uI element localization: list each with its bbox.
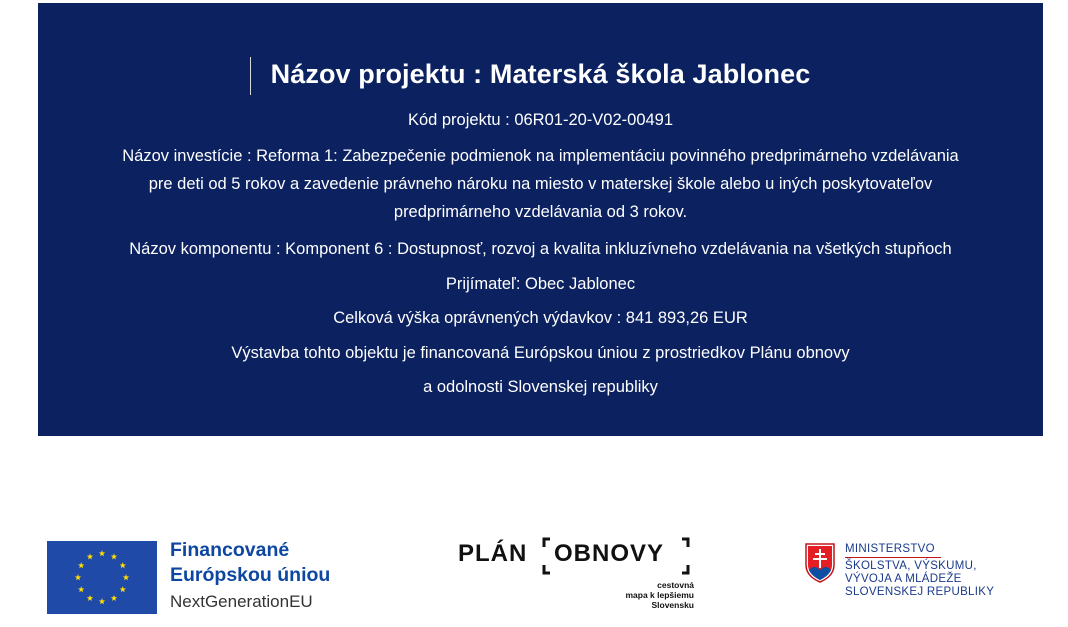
slovak-coat-of-arms-icon — [805, 543, 835, 583]
ministry-line-4: SLOVENSKEJ REPUBLIKY — [845, 586, 995, 598]
project-info-board — [38, 3, 1043, 436]
recipient: Prijímateľ: Obec Jablonec — [445, 275, 636, 293]
plan-obnovy-logo — [456, 536, 696, 614]
eu-line-3: NextGenerationEU — [170, 592, 313, 611]
eu-logo-text — [170, 538, 330, 614]
obnovy-word: OBNOVY — [554, 540, 665, 567]
tagline-1: cestovná — [657, 580, 694, 590]
eu-line-1: Financované — [170, 539, 290, 561]
project-title: Názov projektu : Materská škola Jablonec — [270, 59, 811, 89]
funding-statement-line-1: Výstavba tohto objektu je financovaná Európskou úniou z prostriedkov Plánu obnovy — [231, 344, 850, 362]
eu-flag-icon — [47, 541, 157, 614]
investment-name-line-3: predprimárneho vzdelávania od 3 rokov. — [393, 203, 688, 221]
eu-line-2: Európskou úniou — [170, 564, 331, 586]
plan-word: PLÁN — [458, 540, 528, 567]
total-eligible-costs: Celková výška oprávnených výdavkov : 841 893,26 EUR — [333, 309, 748, 327]
ministry-line-1: MINISTERSTVO — [845, 543, 941, 558]
funding-statement-line-2: a odolnosti Slovenskej republiky — [423, 378, 658, 396]
investment-name-line-2: pre deti od 5 rokov a zavedenie právneho nároku na miesto v materskej škole alebo u iných poskytovateľov — [148, 175, 933, 193]
component-name: Názov komponentu : Komponent 6 : Dostupnosť, rozvoj a kvalita inkluzívneho vzdelávania na všetkých stupňoch — [129, 240, 952, 258]
ministry-line-2: ŠKOLSTVA, VÝSKUMU, — [845, 560, 977, 572]
ministry-line-3: VÝVOJA A MLÁDEŽE — [845, 573, 962, 585]
plan-tagline — [625, 580, 694, 610]
ministry-text — [845, 543, 994, 599]
tagline-2: mapa k lepšiemu — [625, 590, 694, 600]
project-code: Kód projektu : 06R01-20-V02-00491 — [407, 111, 674, 129]
tagline-3: Slovensku — [651, 600, 694, 610]
investment-name-line-1: Názov investície : Reforma 1: Zabezpečenie podmienok na implementáciu povinného predprimárneho vzdelávania — [122, 147, 959, 165]
